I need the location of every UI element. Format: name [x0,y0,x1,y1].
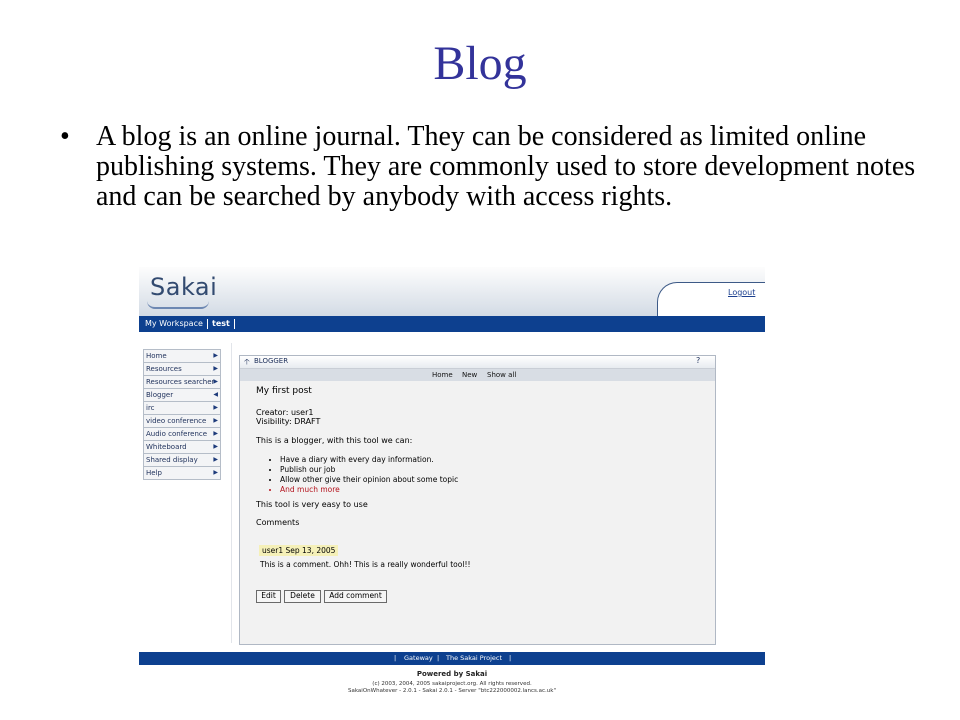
chevron-left-icon: ◀ [213,391,218,398]
slide-title: Blog [433,37,527,90]
chevron-right-icon: ▶ [213,456,218,463]
chevron-right-icon: ▶ [213,378,218,385]
nav-item-resources[interactable] [143,362,221,376]
nav-item-irc[interactable] [143,401,221,415]
nav-item-label: irc [146,404,155,412]
comments-heading: Comments [256,518,300,527]
nav-item-label: video conference [146,417,207,425]
site-nav-bar [139,316,765,332]
blogger-toolbar [240,369,715,381]
sakai-screenshot [139,267,765,700]
toolbar-show-all-link[interactable]: Show all [487,371,517,379]
nav-item-whiteboard[interactable] [143,440,221,454]
bullet-dot: • [60,121,70,152]
footer-sakai-project-link[interactable]: The Sakai Project [446,654,503,662]
portlet-header [240,356,715,369]
comment-text: This is a comment. Ohh! This is a really wonderful tool!! [260,560,471,569]
chevron-right-icon: ▶ [213,365,218,372]
nav-item-label: Blogger [146,391,174,399]
sakai-logo: Sakai [150,273,218,301]
chevron-right-icon: ▶ [213,417,218,424]
toolbar-home-link[interactable]: Home [432,371,453,379]
chevron-right-icon: ▶ [213,404,218,411]
post-feature-list [270,455,458,495]
slide-bullet [60,122,930,212]
sakai-banner [139,267,765,316]
blogger-portlet [239,355,716,645]
add-comment-button[interactable]: Add comment [324,590,387,603]
nav-item-label: Home [146,352,167,360]
nav-item-label: Help [146,469,162,477]
delete-button[interactable]: Delete [284,590,321,603]
footer-bar: | Gateway | The Sakai Project | [139,652,765,665]
arrow-up-icon[interactable]: 🡡 [244,357,250,366]
list-item: • And much more [280,485,458,495]
portlet-title: BLOGGER [254,357,289,365]
nav-item-help[interactable] [143,466,221,480]
copyright [139,681,765,695]
comment-meta: user1 Sep 13, 2005 [259,545,338,556]
list-item: • Publish our job [280,465,458,475]
post-title: My first post [256,386,312,396]
slide-bullet-text: A blog is an online journal. They can be considered as limited online publishing systems. They are commonly used to store development notes and can be searched by anybody with access rights. [96,121,916,212]
post-outro: This tool is very easy to use [256,500,368,509]
chevron-right-icon: ▶ [213,430,218,437]
nav-item-label: Whiteboard [146,443,187,451]
footer-gateway-link[interactable]: Gateway [404,654,433,662]
post-creator: Creator: user1 [256,408,314,417]
list-item: • Have a diary with every day information. [280,455,458,465]
nav-item-label: Resources [146,365,182,373]
list-item: • Allow other give their opinion about some topic [280,475,458,485]
edit-button[interactable]: Edit [256,590,281,603]
divider [231,343,232,643]
nav-item-resources-searcher[interactable] [143,375,221,389]
post-visibility: Visibility: DRAFT [256,417,321,426]
nav-item-video-conference[interactable] [143,414,221,428]
server-line: SakaiOnWhatever - 2.0.1 - Sakai 2.0.1 - Server "btc222000002.lancs.ac.uk" [347,688,557,694]
nav-item-label: Shared display [146,456,198,464]
toolbar-new-link[interactable]: New [462,371,478,379]
nav-item-audio-conference[interactable] [143,427,221,441]
chevron-right-icon: ▶ [213,469,218,476]
tool-menu [143,350,221,480]
help-icon[interactable]: ? [696,356,701,365]
site-tab-my-workspace[interactable]: My Workspace [141,319,208,329]
chevron-right-icon: ▶ [213,352,218,359]
nav-item-label: Audio conference [146,430,208,438]
powered-by: Powered by Sakai [416,670,488,678]
chevron-right-icon: ▶ [213,443,218,450]
logo-swoosh [147,301,209,309]
nav-item-blogger[interactable] [143,388,221,402]
nav-item-shared-display[interactable] [143,453,221,467]
post-intro: This is a blogger, with this tool we can: [256,436,413,445]
nav-item-home[interactable] [143,349,221,363]
logout-link[interactable]: Logout [728,288,756,297]
nav-item-label: Resources searcher [146,378,215,386]
copyright-line: (c) 2003, 2004, 2005 sakaiproject.org. All rights reserved. [372,681,532,687]
site-tab-test[interactable]: test [208,319,235,329]
